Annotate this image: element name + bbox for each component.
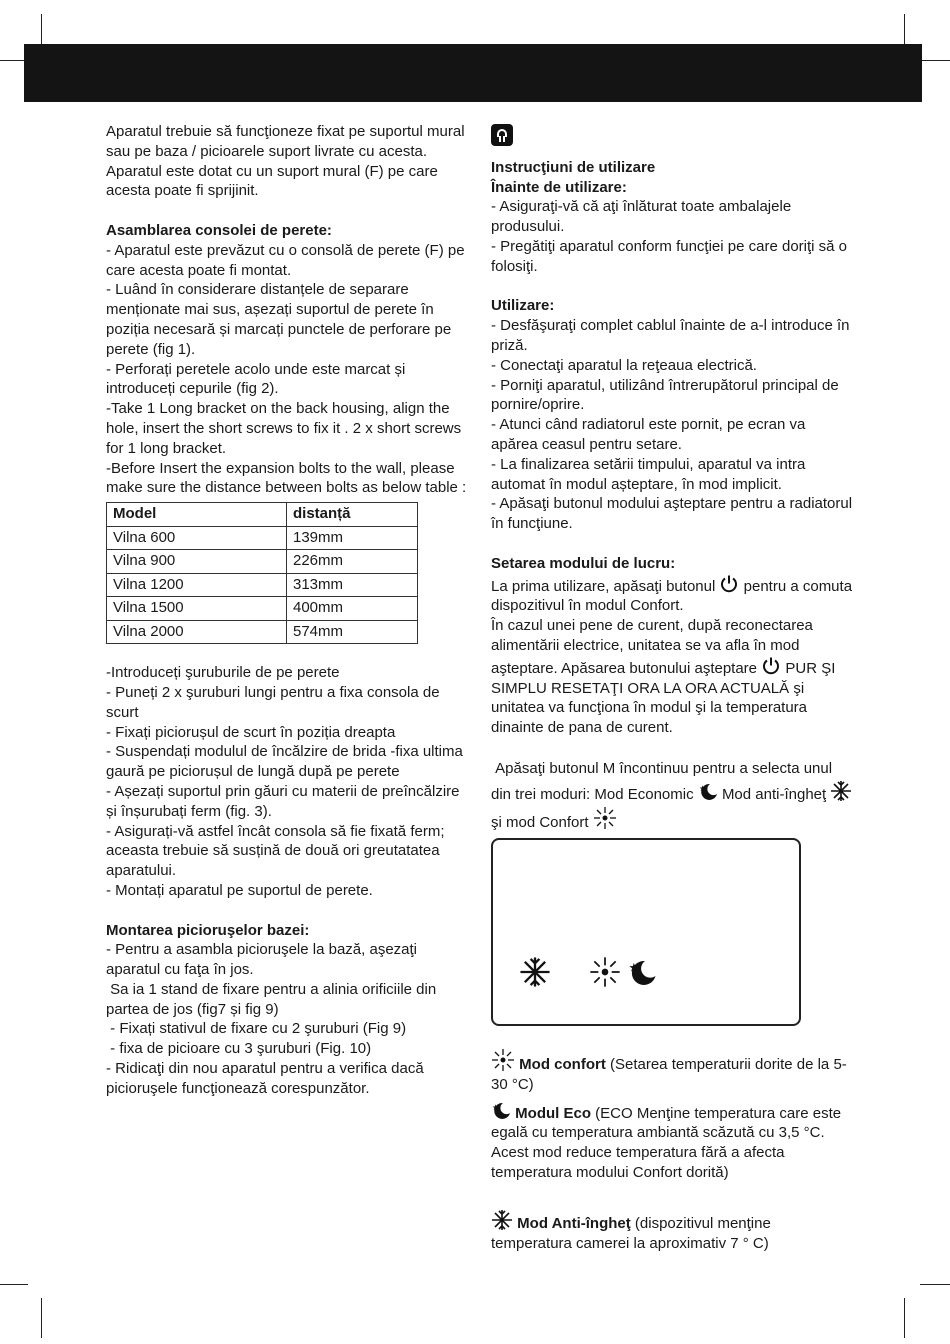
bolt-distance-table — [106, 502, 418, 644]
plug-icon — [491, 124, 513, 146]
crop-mark — [0, 60, 26, 61]
list-item: - Așezați suportul prin găuri cu materii de preîncălzire și înșurubați ferm (fig. 3). — [106, 782, 460, 820]
list-item: - Asiguraţi-vă că aţi înlăturat toate ambalajele produsului. — [491, 198, 792, 236]
crop-mark — [920, 1284, 950, 1285]
mode-text: (dispozitivul menţine temperatura camerei la aproximativ 7 ° C) — [491, 1214, 775, 1252]
list-item: -Take 1 Long bracket on the back housing, align the hole, insert the short screws to fix it . 2 x short screws for 1 long bracket. — [106, 400, 462, 457]
mode-text: (ECO Menţine temperatura care este egală cu temperatura ambiantă scăzută cu 3,5 °C. Acest mod reduce temperatura fără a afecta temperatura modului Confort dorită) — [491, 1104, 846, 1181]
table-cell: 313mm — [287, 573, 418, 597]
moon-icon — [698, 782, 718, 802]
text-fragment: PUR ŞI SIMPLU RESETAŢI ORA LA ORA ACTUALĂ şi unitatea va funcţiona în modul şi la temperatura dinainte de pana de curent. — [491, 659, 836, 737]
list-item: - Desfăşuraţi complet cablul înainte de a-l introduce în priză. — [491, 317, 850, 354]
table-cell: Vilna 1200 — [107, 573, 287, 597]
snowflake-icon — [830, 780, 852, 802]
mode-descriptions — [491, 1048, 853, 1253]
crop-mark — [41, 1298, 42, 1338]
table-cell: 226mm — [287, 550, 418, 574]
crop-mark — [0, 1284, 28, 1285]
instructions-heading: Instrucţiuni de utilizare — [491, 158, 656, 176]
table-row — [107, 526, 418, 550]
table-cell: 574mm — [287, 620, 418, 644]
table-cell: Vilna 1500 — [107, 597, 287, 621]
list-item: -Introduceți şuruburile de pe perete — [106, 664, 340, 682]
left-column — [106, 122, 470, 1099]
mode-paragraph — [491, 574, 853, 617]
list-item: - Ridicaţi din nou aparatul pentru a verifica dacă picioruşele funcţionează corespunzător. — [106, 1060, 424, 1097]
mode-label: Mod confort — [519, 1056, 606, 1073]
base-feet-heading: Montarea picioruşelor bazei: — [106, 921, 310, 939]
header-banner — [24, 44, 922, 102]
mode-label: Mod Anti-îngheţ — [517, 1214, 631, 1232]
moon-icon — [491, 1101, 511, 1121]
column-header: Model — [107, 503, 287, 527]
list-item: - Montați aparatul pe suportul de perete. — [106, 881, 373, 899]
table-header-row — [107, 503, 418, 527]
crop-mark — [41, 14, 42, 46]
table-cell: 400mm — [287, 597, 418, 621]
list-item: - Apăsaţi butonul modului aşteptare pentru a radiatorul în funcţiune. — [491, 495, 853, 533]
crop-mark — [904, 14, 905, 46]
svg-text:★: ★ — [628, 960, 640, 975]
text-fragment: pentru a comuta dispozitivul în modul Confort. — [491, 577, 853, 615]
intro-paragraph: Aparatul este dotat cu un suport mural (F) pe care acesta poate fi sprijinit. — [106, 162, 438, 200]
list-item: - Aparatul este prevăzut cu o consolă de perete (F) pe care acesta poate fi montat. — [106, 241, 465, 279]
before-use-heading: Înainte de utilizare: — [491, 178, 627, 196]
list-item: - Conectaţi aparatul la reţeaua electrică. — [491, 356, 757, 374]
list-item: - Puneți 2 x şuruburi lungi pentru a fixa consola de scurt — [106, 683, 440, 721]
mode-paragraph — [491, 758, 853, 834]
list-item: - Suspendați modulul de încălzire de brida -fixa ultima gaură pe piciorușul de lungă după pe perete — [106, 743, 463, 781]
list-item: - La finalizarea setării timpului, aparatul va intra automat în modul așteptare, în mod implicit. — [491, 455, 806, 493]
sun-icon — [589, 956, 621, 988]
mode-text: (Setarea temperaturii dorite de la 5-30 °C) — [491, 1056, 847, 1093]
list-item: - Porniţi aparatul, utilizând întrerupătorul principal de pornire/oprire. — [491, 376, 839, 414]
crop-mark — [904, 1298, 905, 1338]
table-row — [107, 550, 418, 574]
text-fragment: şi mod Confort — [491, 813, 589, 831]
table-cell: 139mm — [287, 526, 418, 550]
mode-antifrost-description — [491, 1209, 853, 1254]
crop-mark — [922, 60, 950, 61]
mode-confort-description — [491, 1048, 853, 1095]
list-item: - Fixați piciorușul de scurt în poziția dreapta — [106, 723, 396, 741]
right-column — [491, 122, 853, 834]
table-row — [107, 573, 418, 597]
work-mode-heading: Setarea modului de lucru: — [491, 554, 676, 572]
table-cell: Vilna 900 — [107, 550, 287, 574]
list-item: - Perforați peretele acolo unde este marcat și introduceți cepurile (fig 2). — [106, 360, 406, 398]
usage-heading: Utilizare: — [491, 297, 555, 315]
list-item: Sa ia 1 stand de fixare pentru a alinia orificiile din partea de jos (fig7 și fig 9) — [106, 980, 441, 1018]
list-item: - Asigurați-vă astfel încât consola să fie fixată ferm; aceasta trebuie să susțină de două ori greutatatea aparatului. — [106, 822, 445, 880]
display-panel — [491, 838, 801, 1026]
column-header: distanță — [287, 503, 418, 527]
list-item: - Fixați stativul de fixare cu 2 şuruburi (Fig 9) — [106, 1020, 407, 1038]
text-fragment: Apăsaţi butonul M încontinuu pentru a selecta unul din trei moduri: Mod Economic — [491, 759, 837, 803]
list-item: - Atunci când radiatorul este pornit, pe ecran va apărea ceasul pentru setare. — [491, 416, 806, 453]
wall-bracket-heading: Asamblarea consolei de perete: — [106, 221, 332, 239]
intro-paragraph: Aparatul trebuie să funcţioneze fixat pe suportul mural sau pe baza / picioarele suport livrate cu acesta. — [106, 123, 465, 160]
table-cell: Vilna 600 — [107, 526, 287, 550]
mode-eco-description — [491, 1101, 853, 1183]
text-fragment: În cazul unei pene de curent, după reconectarea alimentării electrice, unitatea se va afla în mod aşteptare. Apăsarea butonului aşteptare — [491, 617, 813, 677]
sun-icon — [491, 1048, 515, 1072]
list-item: - fixa de picioare cu 3 şuruburi (Fig. 10) — [106, 1040, 372, 1058]
table-cell: Vilna 2000 — [107, 620, 287, 644]
power-icon — [761, 656, 781, 676]
snowflake-icon — [519, 956, 551, 988]
snowflake-icon — [491, 1209, 513, 1231]
table-row — [107, 620, 418, 644]
power-icon — [719, 574, 739, 594]
list-item: - Luând în considerare distanțele de separare menționate mai sus, așezați suportul de perete în poziția necesară și marcați punctele de perforare pe perete (fig 1). — [106, 281, 452, 358]
list-item: -Before Insert the expansion bolts to the wall, please make sure the distance between bolts as below table : — [106, 459, 467, 497]
svg-text:★: ★ — [492, 1102, 500, 1112]
list-item: - Pentru a asambla picioruşele la bază, aşezaţi aparatul cu faţa în jos. — [106, 941, 418, 979]
mode-paragraph — [491, 616, 853, 738]
table-row — [107, 597, 418, 621]
moon-icon — [627, 958, 657, 988]
text-fragment: Mod anti-îngheţ — [721, 785, 827, 803]
svg-text:★: ★ — [698, 783, 706, 793]
text-fragment: La prima utilizare, apăsaţi butonul — [491, 577, 716, 595]
sun-icon — [593, 806, 617, 830]
list-item: - Pregătiţi aparatul conform funcţiei pe care doriţi să o folosiţi. — [491, 237, 848, 275]
mode-label: Modul Eco — [515, 1104, 591, 1122]
